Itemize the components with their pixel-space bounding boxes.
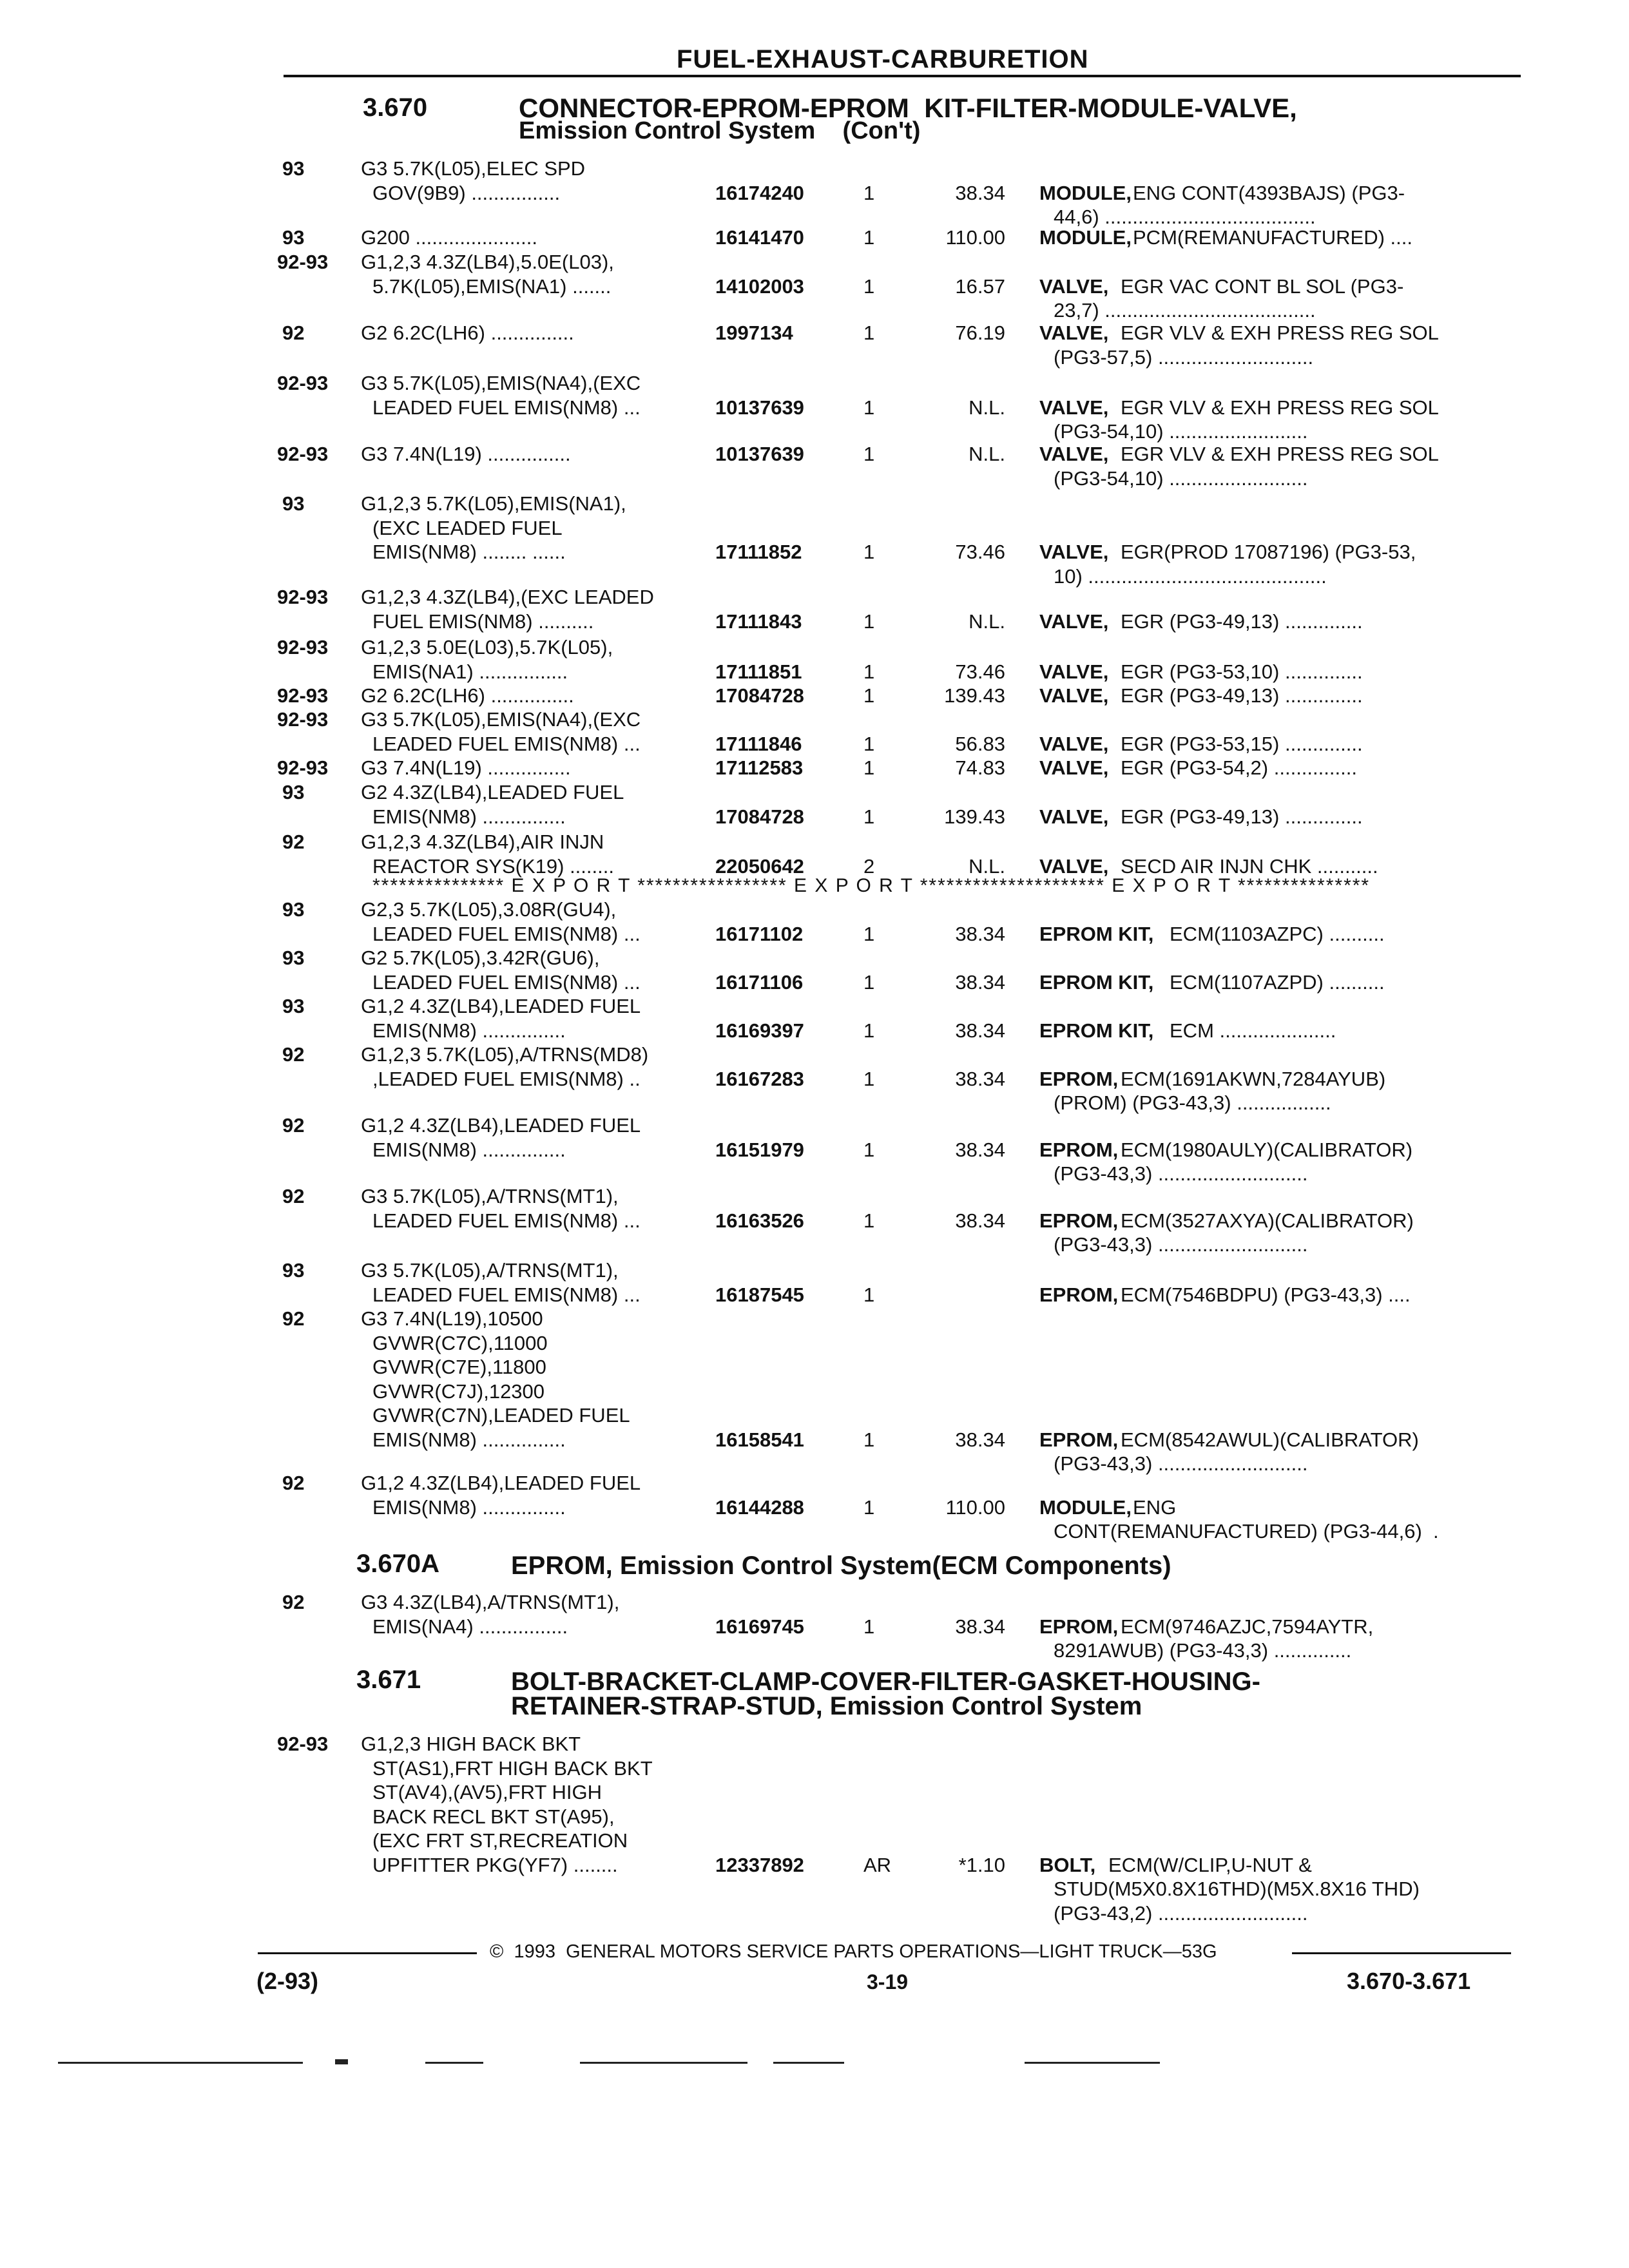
scan-artifact — [580, 2062, 747, 2064]
price: 73.46 — [955, 660, 1005, 683]
entry-year: 92 — [282, 1472, 305, 1494]
entry-description: REACTOR SYS(K19) ........ — [372, 854, 614, 878]
entry-year: 92 — [282, 1591, 305, 1613]
item-detail: ENG — [1133, 1495, 1177, 1519]
item-detail: ECM(8542AWUL)(CALIBRATOR) — [1121, 1428, 1419, 1451]
part-number: 22050642 — [715, 854, 804, 878]
item-detail: EGR (PG3-53,10) .............. — [1121, 660, 1363, 683]
quantity: 2 — [863, 854, 875, 878]
entry-description: EMIS(NM8) ............... — [372, 805, 566, 828]
section-number: 3.671 — [356, 1666, 421, 1694]
section-subtitle: RETAINER-STRAP-STUD, Emission Control System — [511, 1692, 1142, 1720]
item-name: VALVE, — [1039, 660, 1109, 683]
price: 38.34 — [955, 1067, 1005, 1090]
entry-year: 93 — [282, 226, 305, 249]
entry-year: 92-93 — [277, 372, 329, 394]
footer-copyright: © 1993 GENERAL MOTORS SERVICE PARTS OPERATIONS—LIGHT TRUCK—53G — [490, 1941, 1217, 1962]
entry-year: 92-93 — [277, 708, 329, 731]
entry-year: 92 — [282, 1307, 305, 1330]
quantity: AR — [863, 1853, 892, 1876]
entry-year: 93 — [282, 1259, 305, 1282]
entry-year: 92 — [282, 831, 305, 853]
entry-description: EMIS(NM8) ............... — [372, 1428, 566, 1451]
entry-description: GOV(9B9) ................ — [372, 181, 561, 204]
part-number: 14102003 — [715, 274, 804, 298]
quantity: 1 — [863, 274, 875, 298]
entry-description: LEADED FUEL EMIS(NM8) ... — [372, 732, 641, 755]
item-detail: ECM(1107AZPD) .......... — [1170, 970, 1385, 994]
entry-description: G3 5.7K(L05),A/TRNS(MT1), — [361, 1185, 619, 1207]
item-name: VALVE, — [1039, 274, 1109, 298]
entry-description: EMIS(NM8) ............... — [372, 1138, 566, 1161]
entry-year: 92-93 — [277, 586, 329, 608]
part-number: 16163526 — [715, 1209, 804, 1232]
entry-description: G2 4.3Z(LB4),LEADED FUEL — [361, 781, 624, 803]
quantity: 1 — [863, 322, 875, 344]
entry-description: G3 5.7K(L05),EMIS(NA4),(EXC — [361, 708, 641, 731]
quantity: 1 — [863, 1615, 875, 1638]
quantity: 1 — [863, 1209, 875, 1232]
export-marker-line: *************** E X P O R T ***************** E X P O R T ********************* E X P O R T *************** — [372, 875, 1371, 896]
item-name: EPROM, — [1039, 1428, 1119, 1451]
price: *1.10 — [958, 1853, 1005, 1876]
entry-year: 93 — [282, 898, 305, 921]
part-number: 16151979 — [715, 1138, 804, 1161]
section-number: 3.670 — [363, 93, 428, 122]
entry-description: LEADED FUEL EMIS(NM8) ... — [372, 396, 641, 419]
item-detail: ECM(7546BDPU) (PG3-43,3) .... — [1121, 1283, 1411, 1306]
price: 38.34 — [955, 922, 1005, 945]
item-detail: EGR VLV & EXH PRESS REG SOL — [1121, 443, 1439, 465]
entry-description: GVWR(C7J),12300 — [372, 1379, 545, 1403]
price: 16.57 — [955, 274, 1005, 298]
item-name: MODULE, — [1039, 226, 1132, 249]
quantity: 1 — [863, 1067, 875, 1090]
entry-description: G3 5.7K(L05),EMIS(NA4),(EXC — [361, 372, 641, 394]
price: 139.43 — [944, 805, 1005, 828]
item-detail: EGR (PG3-53,15) .............. — [1121, 732, 1363, 755]
entry-year: 93 — [282, 947, 305, 969]
item-detail: ECM(1691AKWN,7284AYUB) — [1121, 1067, 1386, 1090]
entry-year: 92 — [282, 322, 305, 344]
part-number: 17111846 — [715, 732, 802, 755]
item-detail: (PG3-43,3) ........................... — [1054, 1162, 1308, 1185]
item-detail: PCM(REMANUFACTURED) .... — [1133, 226, 1412, 249]
item-name: EPROM KIT, — [1039, 1019, 1154, 1042]
entry-description: G3 7.4N(L19) ............... — [361, 756, 571, 779]
item-detail: 23,7) ...................................... — [1054, 299, 1316, 322]
item-detail: ECM(1980AULY)(CALIBRATOR) — [1121, 1138, 1413, 1161]
entry-year: 92-93 — [277, 1733, 329, 1755]
item-name: VALVE, — [1039, 805, 1109, 828]
item-name: VALVE, — [1039, 541, 1109, 563]
scan-artifact — [58, 2062, 303, 2064]
footer-section-range: 3.670-3.671 — [1347, 1968, 1471, 1994]
entry-description: G3 5.7K(L05),A/TRNS(MT1), — [361, 1259, 619, 1282]
item-name: EPROM KIT, — [1039, 970, 1154, 994]
item-name: EPROM, — [1039, 1615, 1119, 1638]
price: 74.83 — [955, 756, 1005, 779]
item-name: EPROM, — [1039, 1138, 1119, 1161]
entry-year: 93 — [282, 492, 305, 515]
entry-year: 92-93 — [277, 684, 329, 707]
price: N.L. — [969, 610, 1005, 633]
entry-description: ST(AV4),(AV5),FRT HIGH — [372, 1781, 602, 1803]
item-detail: EGR VAC CONT BL SOL (PG3- — [1121, 274, 1404, 298]
entry-description: BACK RECL BKT ST(A95), — [372, 1805, 615, 1828]
entry-year: 93 — [282, 781, 305, 803]
header-rule — [284, 75, 1521, 77]
part-number: 17084728 — [715, 684, 804, 707]
quantity: 1 — [863, 1283, 875, 1306]
price: 139.43 — [944, 684, 1005, 707]
footer-rule-left — [258, 1952, 477, 1954]
entry-description: G1,2,3 HIGH BACK BKT — [361, 1733, 581, 1755]
entry-description: EMIS(NA4) ................ — [372, 1615, 568, 1638]
entry-year: 92-93 — [277, 443, 329, 465]
item-detail: ECM(1103AZPC) .......... — [1170, 922, 1385, 945]
entry-description: G1,2 4.3Z(LB4),LEADED FUEL — [361, 1114, 641, 1137]
entry-year: 92 — [282, 1114, 305, 1137]
item-detail: (PG3-54,10) ......................... — [1054, 420, 1308, 443]
part-number: 16174240 — [715, 181, 804, 204]
item-detail: EGR(PROD 17087196) (PG3-53, — [1121, 541, 1416, 563]
quantity: 1 — [863, 396, 875, 419]
part-number: 12337892 — [715, 1853, 804, 1876]
item-detail: EGR VLV & EXH PRESS REG SOL — [1121, 322, 1439, 344]
quantity: 1 — [863, 732, 875, 755]
item-name: VALVE, — [1039, 610, 1109, 633]
entry-year: 92-93 — [277, 756, 329, 779]
entry-description: G1,2,3 5.0E(L03),5.7K(L05), — [361, 636, 613, 658]
entry-description: G1,2,3 4.3Z(LB4),5.0E(L03), — [361, 251, 614, 273]
quantity: 1 — [863, 684, 875, 707]
item-detail: EGR (PG3-54,2) ............... — [1121, 756, 1357, 779]
footer-date-code: (2-93) — [256, 1968, 319, 1994]
entry-year: 92-93 — [277, 636, 329, 658]
part-number: 16171102 — [715, 922, 804, 945]
item-name: EPROM, — [1039, 1067, 1119, 1090]
item-detail: 44,6) ...................................... — [1054, 206, 1316, 228]
item-name: VALVE, — [1039, 854, 1109, 878]
quantity: 1 — [863, 610, 875, 633]
quantity: 1 — [863, 1495, 875, 1519]
item-name: EPROM KIT, — [1039, 922, 1154, 945]
item-detail: SECD AIR INJN CHK ........... — [1121, 854, 1378, 878]
price: 38.34 — [955, 1138, 1005, 1161]
part-number: 10137639 — [715, 396, 804, 419]
entry-description: G2 6.2C(LH6) ............... — [361, 322, 574, 344]
part-number: 1997134 — [715, 322, 793, 344]
part-number: 16169397 — [715, 1019, 804, 1042]
quantity: 1 — [863, 1019, 875, 1042]
item-detail: ECM(W/CLIP,U-NUT & — [1108, 1853, 1312, 1876]
price: 73.46 — [955, 541, 1005, 563]
entry-description: G1,2,3 5.7K(L05),EMIS(NA1), — [361, 492, 626, 515]
quantity: 1 — [863, 226, 875, 249]
entry-description: EMIS(NM8) ............... — [372, 1495, 566, 1519]
quantity: 1 — [863, 970, 875, 994]
quantity: 1 — [863, 756, 875, 779]
entry-description: ,LEADED FUEL EMIS(NM8) .. — [372, 1067, 641, 1090]
page-header-title: FUEL-EXHAUST-CARBURETION — [677, 45, 1089, 73]
price: 76.19 — [955, 322, 1005, 344]
entry-description: LEADED FUEL EMIS(NM8) ... — [372, 1283, 641, 1306]
entry-description: G1,2,3 5.7K(L05),A/TRNS(MD8) — [361, 1043, 649, 1066]
item-detail: (PROM) (PG3-43,3) ................. — [1054, 1091, 1331, 1114]
entry-description: 5.7K(L05),EMIS(NA1) ....... — [372, 274, 612, 298]
item-detail: 10) ........................................... — [1054, 564, 1327, 588]
entry-description: GVWR(C7N),LEADED FUEL — [372, 1404, 630, 1427]
part-number: 16167283 — [715, 1067, 804, 1090]
entry-description: ST(AS1),FRT HIGH BACK BKT — [372, 1756, 653, 1780]
price: 38.34 — [955, 1019, 1005, 1042]
item-detail: CONT(REMANUFACTURED) (PG3-44,6) . — [1054, 1520, 1439, 1542]
price: 56.83 — [955, 732, 1005, 755]
entry-description: LEADED FUEL EMIS(NM8) ... — [372, 922, 641, 945]
quantity: 1 — [863, 541, 875, 563]
entry-description: GVWR(C7C),11000 — [372, 1331, 548, 1354]
entry-description: GVWR(C7E),11800 — [372, 1356, 546, 1378]
part-number: 16144288 — [715, 1495, 804, 1519]
entry-description: LEADED FUEL EMIS(NM8) ... — [372, 970, 641, 994]
item-name: VALVE, — [1039, 443, 1109, 465]
part-number: 16169745 — [715, 1615, 804, 1638]
price: 110.00 — [945, 226, 1005, 249]
price: N.L. — [969, 443, 1005, 465]
item-name: EPROM, — [1039, 1209, 1119, 1232]
part-number: 17084728 — [715, 805, 804, 828]
part-number: 10137639 — [715, 443, 804, 465]
item-name: VALVE, — [1039, 732, 1109, 755]
entry-description: (EXC LEADED FUEL — [372, 516, 563, 539]
section-title: BOLT-BRACKET-CLAMP-COVER-FILTER-GASKET-HOUSING- — [511, 1667, 1260, 1696]
part-number: 17111843 — [715, 610, 802, 633]
part-number: 17112583 — [715, 756, 804, 779]
item-detail: EGR (PG3-49,13) .............. — [1121, 684, 1363, 707]
item-detail: ECM(3527AXYA)(CALIBRATOR) — [1121, 1209, 1414, 1232]
item-detail: EGR VLV & EXH PRESS REG SOL — [1121, 396, 1439, 419]
quantity: 1 — [863, 443, 875, 465]
entry-description: FUEL EMIS(NM8) .......... — [372, 610, 594, 633]
scan-artifact — [1025, 2062, 1160, 2064]
item-detail: (PG3-57,5) ............................ — [1054, 345, 1314, 369]
item-detail: EGR (PG3-49,13) .............. — [1121, 805, 1363, 828]
quantity: 1 — [863, 1138, 875, 1161]
page-number: 3-19 — [867, 1970, 909, 1994]
entry-year: 93 — [282, 995, 305, 1017]
item-name: VALVE, — [1039, 322, 1109, 344]
item-name: MODULE, — [1039, 1495, 1132, 1519]
entry-description: EMIS(NM8) ........ ...... — [372, 541, 566, 563]
entry-description: G2 6.2C(LH6) ............... — [361, 684, 574, 707]
entry-description: LEADED FUEL EMIS(NM8) ... — [372, 1209, 641, 1232]
entry-year: 92 — [282, 1185, 305, 1207]
item-detail: (PG3-43,2) ........................... — [1054, 1901, 1308, 1925]
price: 38.34 — [955, 1428, 1005, 1451]
price: 110.00 — [945, 1495, 1005, 1519]
item-name: BOLT, — [1039, 1853, 1096, 1876]
quantity: 1 — [863, 660, 875, 683]
item-name: MODULE, — [1039, 181, 1132, 204]
item-detail: (PG3-43,3) ........................... — [1054, 1233, 1308, 1256]
item-name: VALVE, — [1039, 396, 1109, 419]
entry-description: G3 7.4N(L19),10500 — [361, 1307, 543, 1330]
part-number: 16187545 — [715, 1283, 804, 1306]
entry-description: (EXC FRT ST,RECREATION — [372, 1829, 628, 1852]
scan-artifact — [773, 2062, 844, 2064]
part-number: 17111851 — [715, 660, 802, 683]
item-detail: EGR (PG3-49,13) .............. — [1121, 610, 1363, 633]
quantity: 1 — [863, 805, 875, 828]
footer-rule-right — [1292, 1952, 1511, 1954]
scan-artifact — [335, 2059, 348, 2064]
item-detail: ECM(9746AZJC,7594AYTR, — [1121, 1615, 1374, 1638]
item-detail: 8291AWUB) (PG3-43,3) .............. — [1054, 1639, 1352, 1662]
item-detail: ECM ..................... — [1170, 1019, 1336, 1042]
entry-year: 92 — [282, 1043, 305, 1066]
entry-description: G1,2 4.3Z(LB4),LEADED FUEL — [361, 1472, 641, 1494]
item-name: VALVE, — [1039, 756, 1109, 779]
section-number: 3.670A — [356, 1550, 439, 1578]
price: N.L. — [969, 854, 1005, 878]
entry-description: EMIS(NM8) ............... — [372, 1019, 566, 1042]
section-title: EPROM, Emission Control System(ECM Components) — [511, 1552, 1171, 1580]
entry-description: UPFITTER PKG(YF7) ........ — [372, 1853, 618, 1876]
item-name: VALVE, — [1039, 684, 1109, 707]
scan-artifact — [425, 2062, 483, 2064]
entry-description: G1,2 4.3Z(LB4),LEADED FUEL — [361, 995, 641, 1017]
part-number: 17111852 — [715, 541, 802, 563]
entry-description: G2 5.7K(L05),3.42R(GU6), — [361, 947, 600, 969]
entry-description: EMIS(NA1) ................ — [372, 660, 568, 683]
entry-description: G1,2,3 4.3Z(LB4),(EXC LEADED — [361, 586, 654, 608]
price: N.L. — [969, 396, 1005, 419]
entry-description: G2,3 5.7K(L05),3.08R(GU4), — [361, 898, 617, 921]
entry-description: G200 ...................... — [361, 226, 537, 249]
quantity: 1 — [863, 1428, 875, 1451]
item-detail: ENG CONT(4393BAJS) (PG3- — [1133, 181, 1405, 204]
quantity: 1 — [863, 922, 875, 945]
entry-year: 93 — [282, 157, 305, 180]
entry-description: G1,2,3 4.3Z(LB4),AIR INJN — [361, 831, 604, 853]
item-detail: STUD(M5X0.8X16THD)(M5X.8X16 THD) — [1054, 1878, 1420, 1900]
section-title: CONNECTOR-EPROM-EPROM KIT-FILTER-MODULE-VALVE, — [519, 93, 1297, 123]
price: 38.34 — [955, 970, 1005, 994]
price: 38.34 — [955, 1615, 1005, 1638]
price: 38.34 — [955, 181, 1005, 204]
entry-description: G3 4.3Z(LB4),A/TRNS(MT1), — [361, 1591, 620, 1613]
entry-year: 92-93 — [277, 251, 329, 273]
entry-description: G3 5.7K(L05),ELEC SPD — [361, 157, 586, 180]
entry-description: G3 7.4N(L19) ............... — [361, 443, 571, 465]
item-detail: (PG3-54,10) ......................... — [1054, 466, 1308, 490]
item-name: EPROM, — [1039, 1283, 1119, 1306]
part-number: 16171106 — [715, 970, 804, 994]
item-detail: (PG3-43,3) ........................... — [1054, 1452, 1308, 1475]
price: 38.34 — [955, 1209, 1005, 1232]
quantity: 1 — [863, 181, 875, 204]
section-subtitle: Emission Control System (Con't) — [519, 117, 921, 144]
part-number: 16158541 — [715, 1428, 804, 1451]
part-number: 16141470 — [715, 226, 804, 249]
